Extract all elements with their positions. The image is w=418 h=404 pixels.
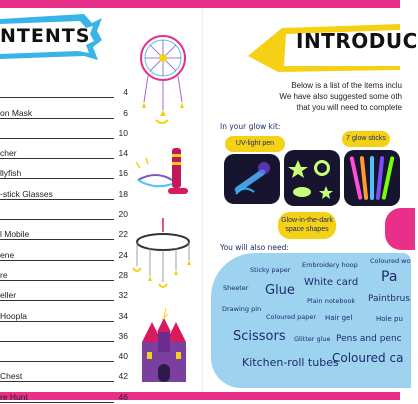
need-item: Scissors [233,329,286,344]
glow-sticks-icon [344,150,400,206]
toc-entry-page: 10 [118,127,128,138]
intro-line: We have also suggested some oth [279,92,402,101]
introduction-paragraph [252,80,402,113]
toc-entry[interactable] [0,221,128,241]
need-item: Paintbrus [368,294,411,304]
glow-kit-label: In your glow kit: [220,122,281,131]
introduction-title: INTRODUC [296,29,418,53]
need-item: Pens and penc [336,334,402,344]
need-item: Pa [381,269,398,285]
toc-entry-rule [0,138,114,139]
toc-entry-page: 24 [118,249,128,260]
toc-entry-rule [0,321,114,322]
need-item: Coloured ca [332,351,404,365]
space-shapes-photo [284,150,340,206]
intro-line: Below is a list of the items inclu [291,81,402,90]
toc-entry-page: 22 [118,229,128,240]
toc-entry-rule [0,97,114,98]
toc-entry-page: 32 [118,290,128,301]
toc-entry-rule [0,219,114,220]
toc-entry[interactable] [0,79,128,99]
toc-entry-title: -stick Glasses [0,188,53,199]
toc-entry-title: eller [0,290,17,301]
toc-entry-title: Hoopla [0,310,27,321]
toc-entry-rule [0,402,114,403]
uv-pen-icon [224,154,280,204]
glow-stick-craft-illustration [136,148,188,194]
hanging-mobile-illustration [133,218,191,287]
need-item: Glitter glue [294,335,331,343]
toc-entry-page: 20 [118,209,128,220]
toc-entry-page: 42 [118,371,128,382]
toc-entry-rule [0,361,114,362]
pink-tab-decoration [385,208,415,250]
space-shapes-line: space shapes [285,226,329,233]
toc-entry[interactable] [0,120,128,140]
toc-entry-title: cher [0,148,17,159]
need-item: White card [304,277,359,288]
need-item: Plain notebook [307,297,356,305]
toc-entry-rule [0,199,114,200]
intro-line: that you will need to complete [296,103,402,112]
glow-stars-icon [284,150,340,206]
need-item: Hair gel [325,314,353,322]
toc-entry[interactable] [0,383,128,403]
toc-entry-title: re [0,269,8,280]
space-shapes-callout [278,212,336,239]
toc-entry[interactable] [0,323,128,343]
top-pink-border [0,0,400,8]
need-item: Coloured wo [370,257,411,265]
toc-entry-page: 36 [118,330,128,341]
toc-entry[interactable] [0,302,128,322]
space-shapes-line: Glow-in-the-dark [281,217,333,224]
toc-entry[interactable] [0,282,128,302]
uv-pen-photo [224,154,280,204]
toc-entry[interactable] [0,99,128,119]
toc-entry[interactable] [0,241,128,261]
toc-entry-rule [0,178,114,179]
toc-entry-page: 6 [123,107,128,118]
toc-entry-title: Chest [0,371,23,382]
toc-entry-title: re Hunt [0,391,28,402]
toc-entry-title: on Mask [0,107,33,118]
page-gutter [202,8,203,392]
toc-entry[interactable] [0,343,128,363]
need-item: Drawing pin [222,305,262,313]
glow-sticks-photo [344,150,400,206]
toc-entry-page: 18 [118,188,128,199]
toc-entry[interactable] [0,201,128,221]
toc-entry-page: 16 [118,168,128,179]
need-item: Glue [265,283,295,298]
toc-entry-rule [0,239,114,240]
toc-entry-rule [0,158,114,159]
dreamcatcher-illustration [141,36,185,123]
toc-entry[interactable] [0,140,128,160]
toc-entry-page: 46 [118,391,128,402]
glow-sticks-callout: 7 glow sticks [342,131,390,147]
craft-illustrations [128,30,198,390]
also-need-label: You will also need: [220,243,289,252]
toc-entry[interactable] [0,363,128,383]
need-item: Hole pu [376,315,403,323]
toc-entry-rule [0,300,114,301]
toc-entry-rule [0,260,114,261]
toc-entry-rule [0,381,114,382]
uv-pen-callout: UV-light pen [225,136,285,152]
toc-entry-title: llyfish [0,168,22,179]
toc-entry-page: 28 [118,269,128,280]
toc-entry[interactable] [0,262,128,282]
need-item: Embroidery hoop [302,261,358,269]
contents-title: NTENTS [0,25,91,47]
toc-entry[interactable] [0,160,128,180]
need-item: Sheeter [223,284,249,292]
toc-entry-rule [0,118,114,119]
toc-entry-title: l Mobile [0,229,30,240]
toc-entry-page: 14 [118,148,128,159]
toc-entry-page: 4 [123,87,128,98]
toc-entry-rule [0,341,114,342]
need-item: Kitchen-roll tubes [242,356,339,369]
toc-entry-rule [0,280,114,281]
toc-entry-title: ene [0,249,15,260]
need-item: Sticky paper [250,266,291,274]
toc-entry-page: 40 [118,351,128,362]
castle-illustration [142,308,186,382]
toc-entry[interactable] [0,180,128,200]
table-of-contents [0,79,128,404]
need-item: Coloured paper [266,313,317,321]
toc-entry-page: 34 [118,310,128,321]
